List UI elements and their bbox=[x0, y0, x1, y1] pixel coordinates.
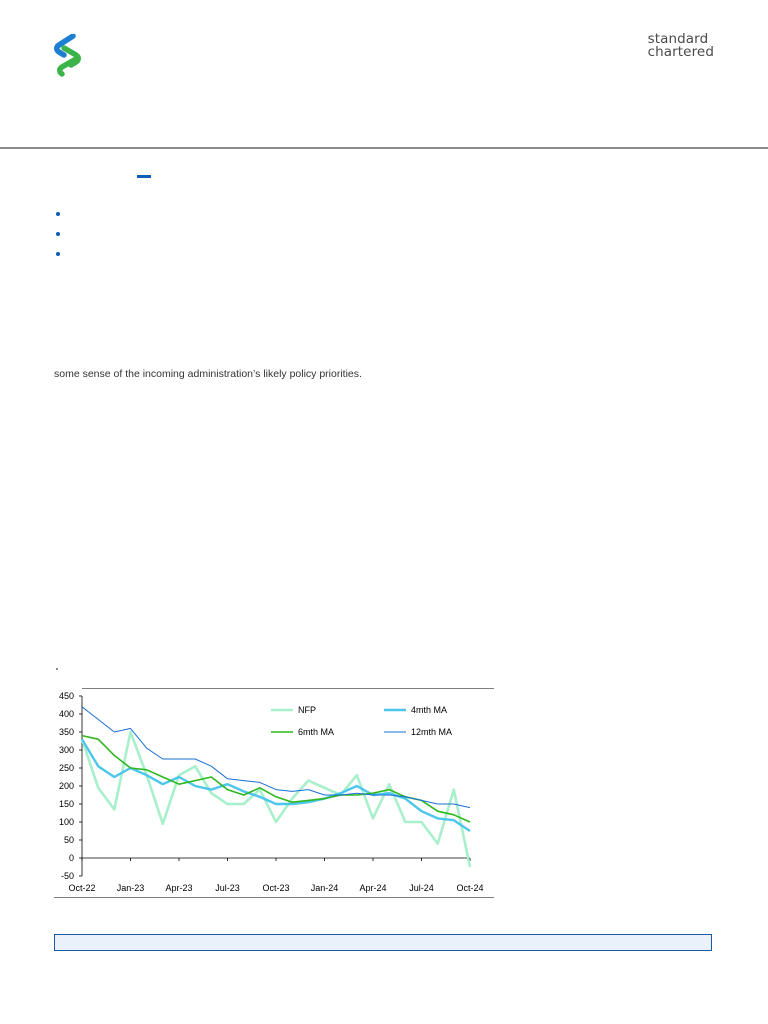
source-info-box bbox=[54, 934, 712, 951]
title-accent-dash bbox=[137, 175, 151, 178]
y-tick-label: 350 bbox=[58, 727, 74, 737]
legend-label: NFP bbox=[298, 705, 316, 715]
series-line-nfp bbox=[82, 732, 470, 867]
x-tick-label: Apr-23 bbox=[165, 883, 193, 893]
x-tick-label: Jan-24 bbox=[310, 883, 339, 893]
y-tick-label: -50 bbox=[60, 871, 74, 881]
x-tick-label: Jul-23 bbox=[215, 883, 240, 893]
x-tick-label: Jan-23 bbox=[116, 883, 145, 893]
bullet-marker bbox=[54, 208, 60, 228]
y-tick-label: 150 bbox=[58, 799, 74, 809]
nfp-moving-average-chart bbox=[54, 688, 494, 903]
bullet-marker bbox=[54, 248, 60, 268]
series-line-6mth-ma bbox=[82, 736, 470, 822]
x-tick-label: Apr-24 bbox=[359, 883, 387, 893]
legend-label: 4mth MA bbox=[411, 705, 448, 715]
y-tick-label: 0 bbox=[68, 853, 74, 863]
y-tick-label: 450 bbox=[58, 691, 74, 701]
y-tick-label: 100 bbox=[58, 817, 74, 827]
x-tick-label: Oct-23 bbox=[262, 883, 290, 893]
x-tick-label: Oct-22 bbox=[68, 883, 96, 893]
series-line-4mth-ma bbox=[82, 739, 470, 831]
y-tick-label: 300 bbox=[58, 745, 74, 755]
bullet-list bbox=[54, 208, 60, 268]
legend-label: 12mth MA bbox=[411, 727, 453, 737]
y-tick-label: 200 bbox=[58, 781, 74, 791]
chart-canvas bbox=[54, 688, 494, 898]
x-tick-label: Oct-24 bbox=[456, 883, 484, 893]
header-divider bbox=[0, 147, 768, 149]
y-tick-label: 400 bbox=[58, 709, 74, 719]
chart-caption-mark bbox=[56, 668, 58, 670]
bullet-marker bbox=[54, 228, 60, 248]
brand-line-chartered: chartered bbox=[647, 44, 714, 60]
x-tick-label: Jul-24 bbox=[409, 883, 434, 893]
brand-wordmark bbox=[648, 33, 714, 59]
brand-line-standard: standard bbox=[647, 31, 709, 47]
y-tick-label: 50 bbox=[63, 835, 74, 845]
body-text-fragment: some sense of the incoming administration’s likely policy priorities. bbox=[54, 368, 362, 380]
legend-label: 6mth MA bbox=[298, 727, 335, 737]
sc-stripes-logo-icon bbox=[52, 34, 86, 78]
y-tick-label: 250 bbox=[58, 763, 74, 773]
